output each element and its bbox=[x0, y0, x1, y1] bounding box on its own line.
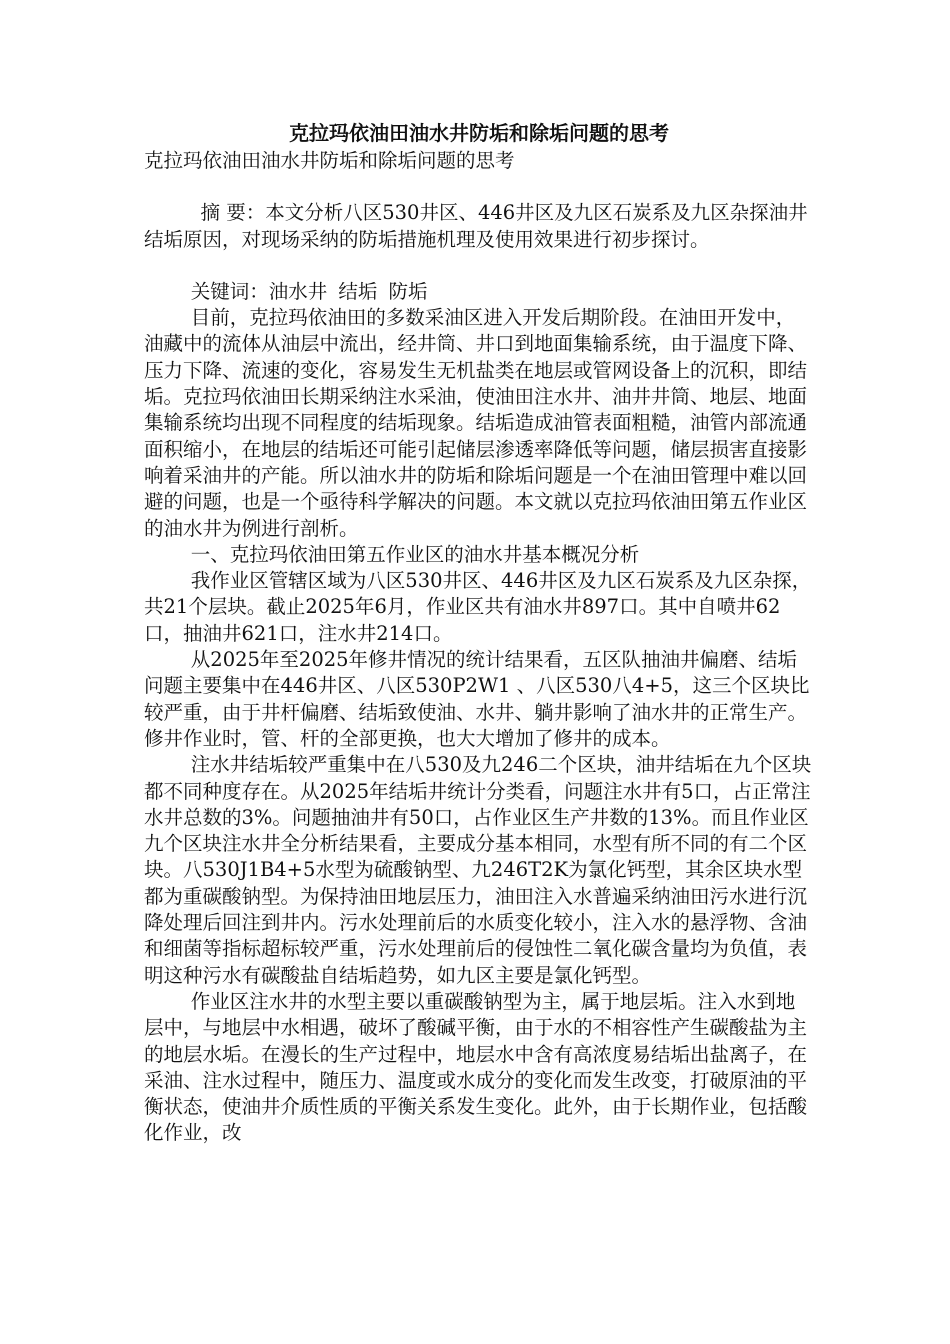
section-heading: 一、克拉玛依油田第五作业区的油水井基本概况分析 bbox=[190, 542, 640, 566]
body-paragraph-1: 我作业区管辖区域为八区530井区、446井区及九区石炭系及九区杂探，共21个层块。截止2025年6月，作业区共有油水井897口。其中自喷井62口，抽油井621口，注水井214口。 bbox=[144, 569, 812, 645]
body-paragraph-4: 作业区注水井的水型主要以重碳酸钠型为主，属于地层垢。注入水到地层中，与地层中水相遇，破坏了酸碱平衡，由于水的不相容性产生碳酸盐为主的地层水垢。在漫长的生产过程中，地层水中含有高浓度易结垢出盐离子，在采油、注水过程中，随压力、温度或水成分的变化而发生改变，打破原油的平衡状态，使油井介质性质的平衡关系发生变化。此外，由于长期作业，包括酸化作业，改 bbox=[144, 989, 808, 1145]
keywords-line: 关键词：油水井 结垢 防垢 bbox=[190, 279, 428, 303]
spacer bbox=[144, 253, 814, 279]
abstract-paragraph: 摘 要：本文分析八区530井区、446井区及九区石炭系及九区杂探油井结垢原因，对现场采纳的防垢措施机理及使用效果进行初步探讨。 bbox=[144, 201, 808, 251]
body-paragraph-2: 从2025年至2025年修井情况的统计结果看，五区队抽油井偏磨、结垢问题主要集中在446井区、八区530P2W1 、八区530八4+5，这三个区块比较严重，由于井杆偏磨、结垢致使油、水井、躺井影响了油水井的正常生产。修井作业时，管、杆的全部更换，也大大增加了修井的成本。 bbox=[144, 648, 810, 750]
document-body bbox=[144, 118, 814, 1147]
body-paragraph-3: 注水井结垢较严重集中在八530及九246二个区块，油井结垢在九个区块都不同种度存在。从2025年结垢井统计分类看，问题注水井有5口，占正常注水井总数的3%。问题抽油井有50口，占作业区生产井数的13%。而且作业区九个区块注水井全分析结果看，主要成分基本相同，水型有所不同的有二个区块。八530J1B4+5水型为硫酸钠型、九246T2K为氯化钙型，其余区块水型都为重碳酸钠型。为保持油田地层压力，油田注入水普遍采纳油田污水进行沉降处理后回注到井内。污水处理前后的水质变化较小，注入水的悬浮物、含油和细菌等指标超标较严重，污水处理前后的侵蚀性二氧化碳含量均为负值，表明这种污水有碳酸盐自结垢趋势，如九区主要是氯化钙型。 bbox=[144, 753, 812, 987]
document-subtitle: 克拉玛依油田油水井防垢和除垢问题的思考 bbox=[144, 149, 515, 172]
intro-paragraph: 目前，克拉玛依油田的多数采油区进入开发后期阶段。在油田开发中，油藏中的流体从油层中流出，经井筒、井口到地面集输系统，由于温度下降、压力下降、流速的变化，容易发生无机盐类在地层或管网设备上的沉积，即结垢。克拉玛依油田长期采纳注水采油，使油田注水井、油井井筒、地层、地面集输系统均出现不同程度的结垢现象。结垢造成油管表面粗糙，油管内部流通面积缩小，在地层的结垢还可能引起储层渗透率降低等问题，储层损害直接影响着采油井的产能。所以油水井的防垢和除垢问题是一个在油田管理中难以回避的问题，也是一个亟待科学解决的问题。本文就以克拉玛依油田第五作业区的油水井为例进行剖析。 bbox=[144, 306, 808, 540]
document-title: 克拉玛依油田油水井防垢和除垢问题的思考 bbox=[289, 121, 669, 145]
spacer bbox=[144, 174, 814, 200]
